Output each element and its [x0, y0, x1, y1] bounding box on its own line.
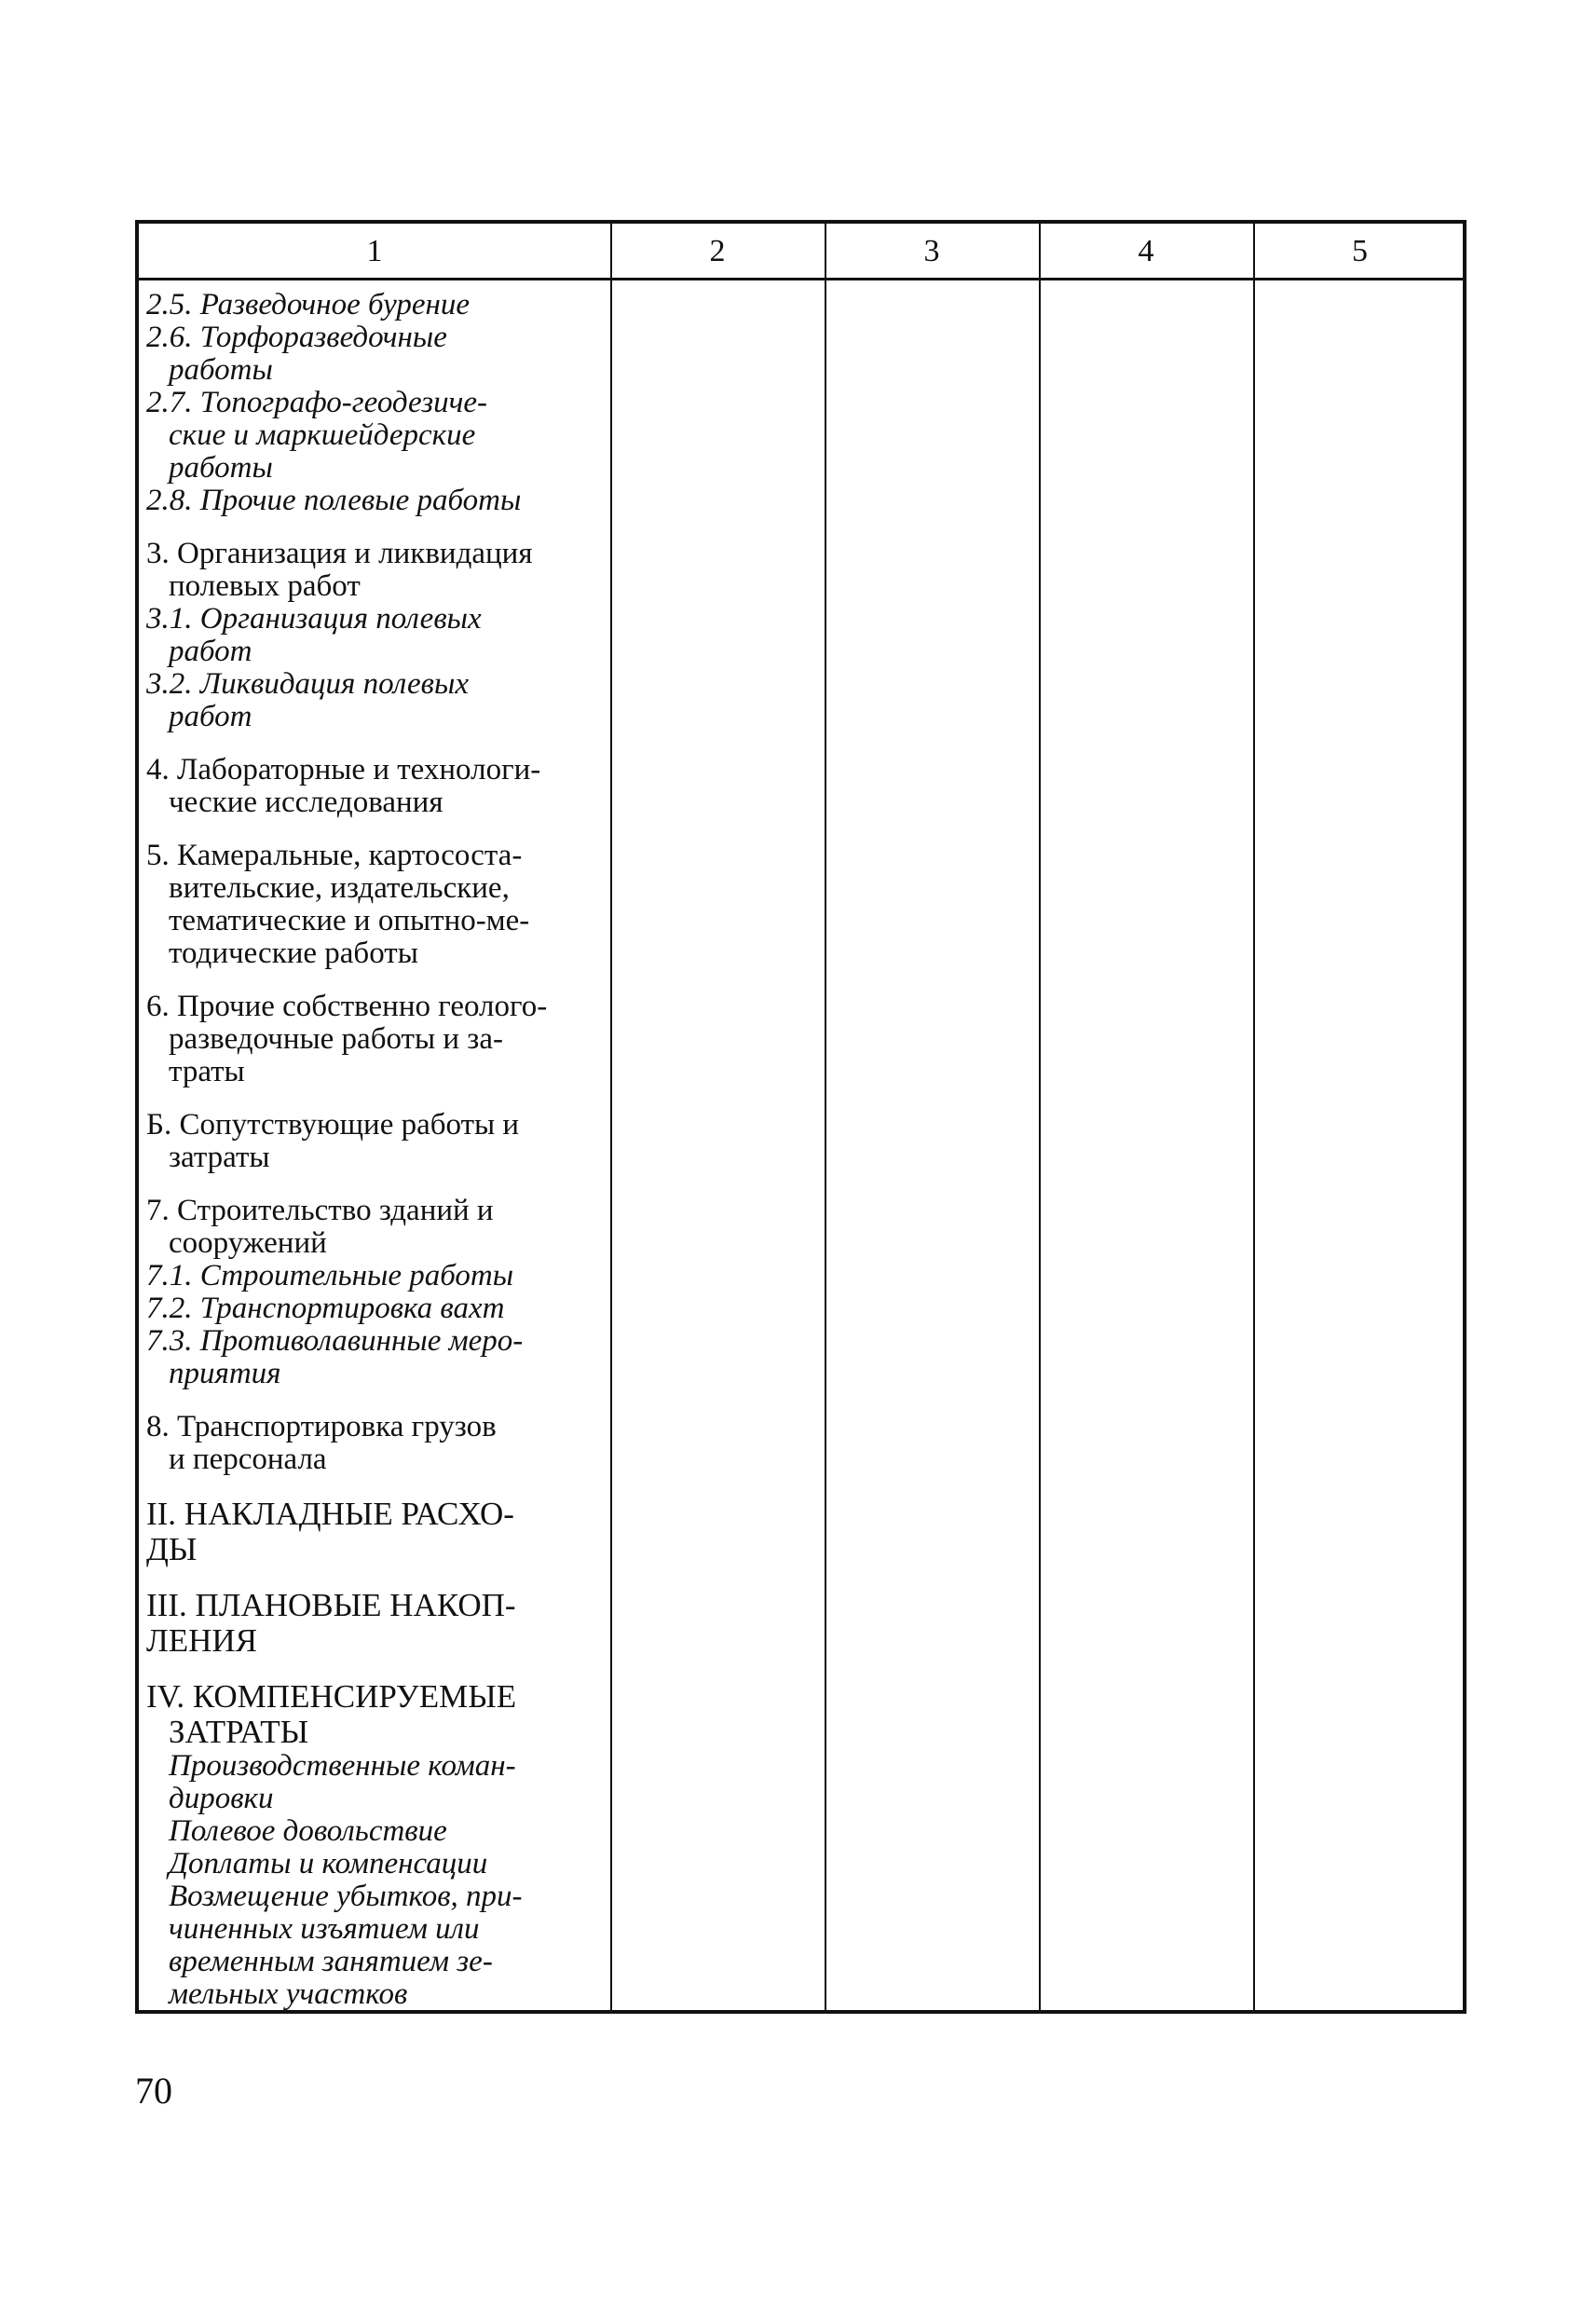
item-group	[146, 538, 612, 733]
item-group	[146, 1679, 612, 2011]
item-line: Доплаты и компенсации	[169, 1847, 488, 1880]
column-header-2: 2	[709, 234, 726, 268]
item-list	[146, 289, 612, 2031]
item-line: 3. Организация и ликвидация	[146, 537, 533, 570]
cost-table	[135, 220, 1466, 2014]
item-line: временным занятием зе-	[169, 1945, 493, 1978]
item-line: затраты	[169, 1141, 270, 1174]
item-line: работы	[169, 353, 273, 387]
item-line: дировки	[169, 1782, 274, 1815]
item-line: 7.1. Строительные работы	[146, 1259, 514, 1292]
header-divider	[139, 278, 1463, 280]
item-line: разведочные работы и за-	[169, 1022, 503, 1056]
item-group	[146, 289, 612, 517]
column-header-5: 5	[1352, 234, 1368, 268]
item-line: 2.7. Топографо-геодезиче-	[146, 386, 487, 419]
column-header-1: 1	[366, 234, 383, 268]
item-group	[146, 840, 612, 970]
column-divider	[825, 224, 826, 2010]
column-divider	[1253, 224, 1255, 2010]
item-line: Полевое довольствие	[169, 1814, 447, 1848]
item-line: работы	[169, 451, 273, 485]
item-group	[146, 1497, 612, 1567]
item-line: 2.8. Прочие полевые работы	[146, 484, 522, 517]
item-line: тодические работы	[169, 937, 418, 970]
item-line: вительские, издательские,	[169, 871, 510, 905]
item-group	[146, 1411, 612, 1476]
item-line: III. ПЛАНОВЫЕ НАКОП-	[146, 1587, 516, 1623]
item-line: 2.6. Торфоразведочные	[146, 321, 447, 354]
item-line: и персонала	[169, 1443, 327, 1476]
column-divider	[1039, 224, 1041, 2010]
item-group	[146, 1195, 612, 1390]
item-line: ские и маркшейдерские	[169, 418, 476, 452]
item-line: мельных участков	[169, 1977, 408, 2011]
item-line: Б. Сопутствующие работы и	[146, 1108, 520, 1142]
item-line: 7.3. Противолавинные меро-	[146, 1324, 524, 1358]
item-line: сооружений	[169, 1226, 327, 1260]
item-line: работ	[169, 635, 252, 668]
item-line: тематические и опытно-ме-	[169, 904, 530, 937]
item-line: 8. Транспортировка грузов	[146, 1410, 497, 1443]
item-line: 5. Камеральные, картососта-	[146, 839, 523, 872]
item-line: Возмещение убытков, при-	[169, 1880, 523, 1913]
item-line: работ	[169, 700, 252, 733]
item-line: ческие исследования	[169, 786, 443, 819]
item-line: ДЫ	[146, 1531, 198, 1567]
item-line: 7.2. Транспортировка вахт	[146, 1292, 505, 1325]
item-line: 3.2. Ликвидация полевых	[146, 667, 470, 701]
item-line: 2.5. Разведочное бурение	[146, 288, 471, 321]
item-line: ЛЕНИЯ	[146, 1622, 258, 1659]
item-line: чиненных изъятием или	[169, 1912, 480, 1946]
item-line: ЗАТРАТЫ	[169, 1714, 309, 1750]
item-line: 3.1. Организация полевых	[146, 602, 482, 636]
item-line: IV. КОМПЕНСИРУЕМЫЕ	[146, 1678, 517, 1715]
item-line: II. НАКЛАДНЫЕ РАСХО-	[146, 1496, 514, 1532]
column-header-3: 3	[923, 234, 940, 268]
item-line: полевых работ	[169, 569, 361, 603]
item-group	[146, 1588, 612, 1659]
page-number: 70	[135, 2070, 172, 2112]
item-line: 7. Строительство зданий и	[146, 1194, 494, 1227]
item-line: приятия	[169, 1357, 281, 1390]
item-line: 4. Лабораторные и технологи-	[146, 753, 541, 786]
column-header-4: 4	[1138, 234, 1154, 268]
item-group	[146, 754, 612, 819]
item-group	[146, 991, 612, 1088]
item-line: траты	[169, 1055, 245, 1088]
item-group	[146, 1109, 612, 1174]
item-line: Производственные коман-	[169, 1749, 516, 1783]
item-line: 6. Прочие собственно геолого-	[146, 990, 548, 1023]
